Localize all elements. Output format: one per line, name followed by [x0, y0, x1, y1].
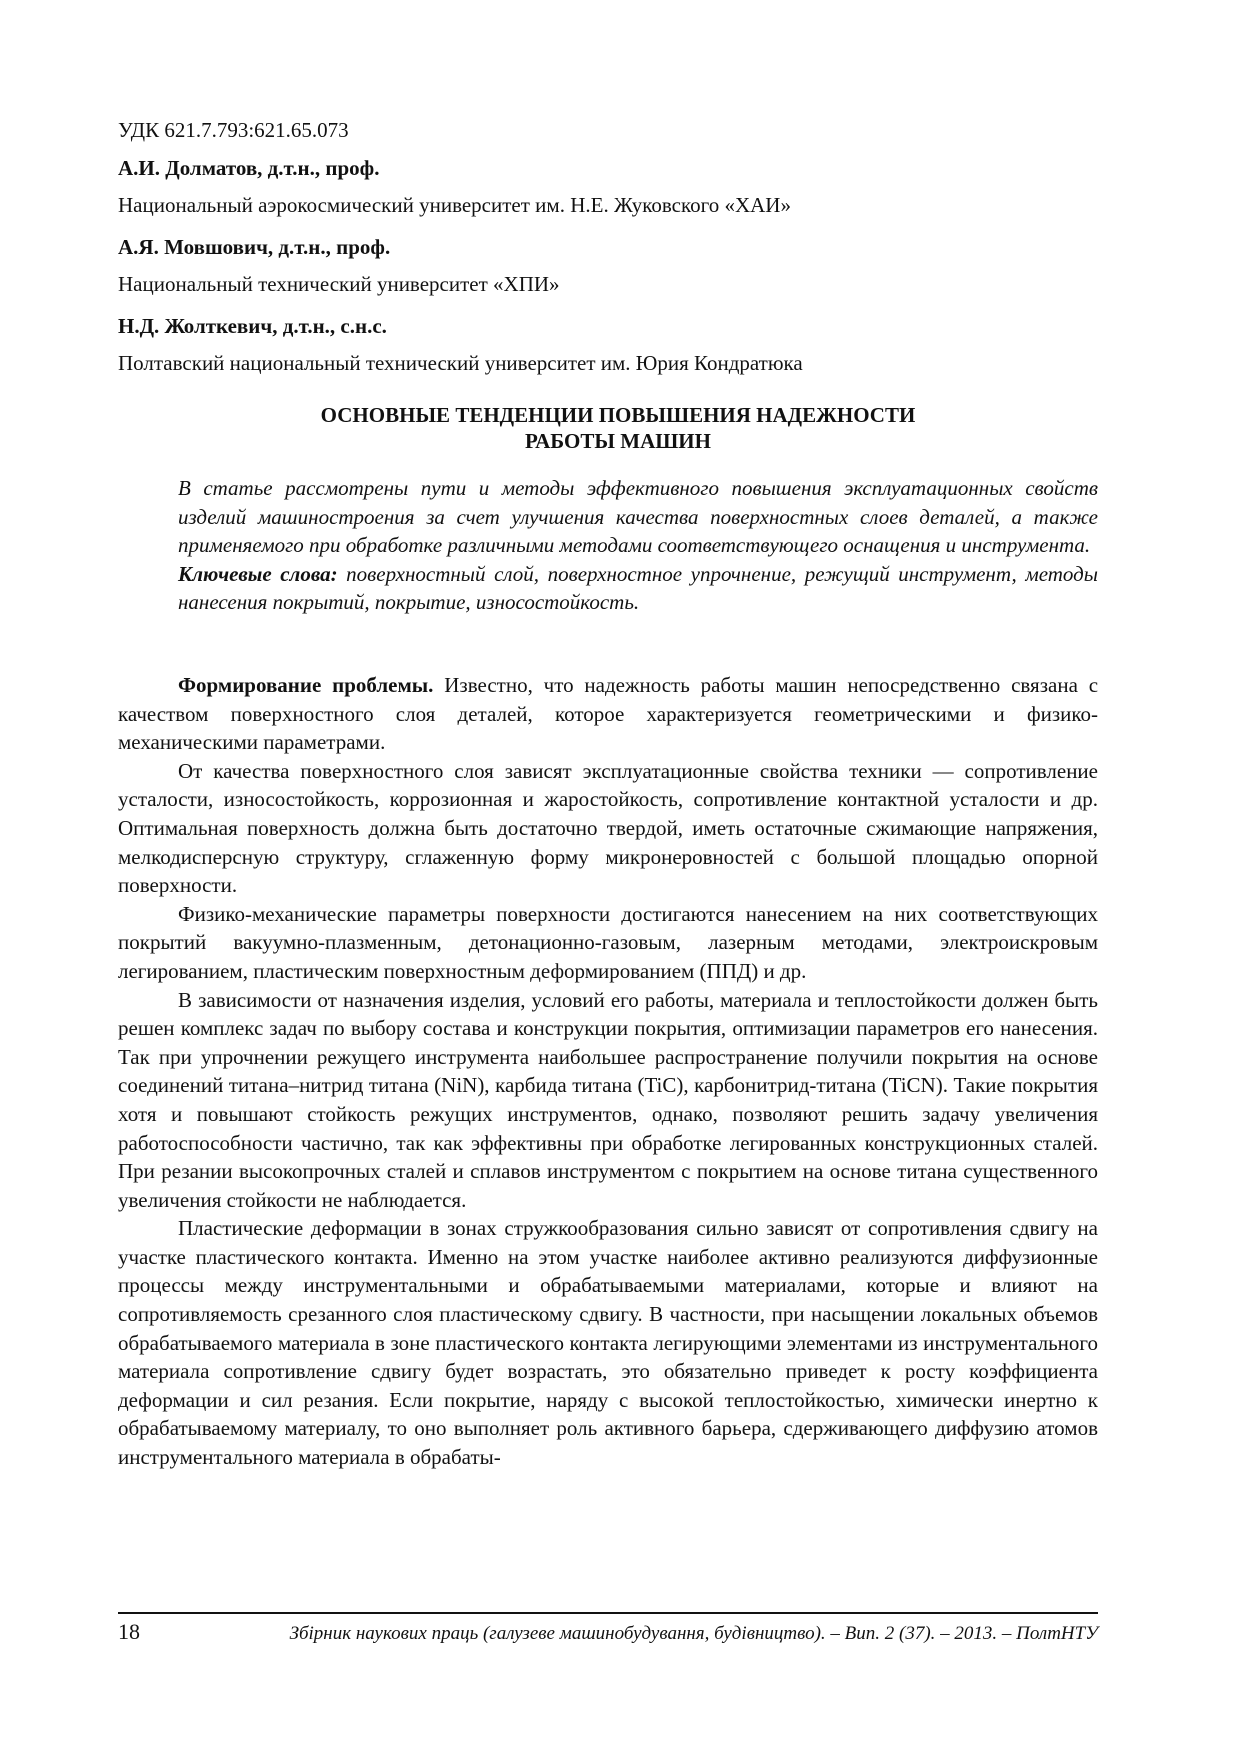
paragraph-lead: Формирование проблемы. — [178, 673, 434, 697]
udc-code: УДК 621.7.793:621.65.073 — [118, 118, 349, 142]
abstract-text: В статье рассмотрены пути и методы эффективного повышения эксплуатационных свойств изделий машиностроения за счет улучшения качества поверхностных слоев деталей, а также применяемого при обработке различными методами соответствующего оснащения и инструмента. — [178, 476, 1098, 558]
footer-divider — [118, 1612, 1098, 1614]
keywords-label: Ключевые слова: — [178, 561, 338, 586]
page-number: 18 — [118, 1619, 140, 1644]
author-name: А.И. Долматов, д.т.н., проф. — [118, 156, 380, 180]
keywords-list: поверхностный слой, поверхностное упрочнение, режущий инструмент, методы нанесения покрытий, покрытие, износостойкость. — [178, 561, 1099, 615]
article-title — [118, 402, 1118, 454]
author-name: Н.Д. Жолткевич, д.т.н., с.н.с. — [118, 314, 387, 338]
journal-citation: Збірник наукових праць (галузеве машинобудування, будівництво). – Вип. 2 (37). – 2013. – ПолтНТУ — [289, 1623, 1098, 1644]
article-body — [118, 671, 1098, 1472]
keywords — [178, 560, 1098, 617]
paragraph-text: Известно, что надежность работы машин непосредственно связана с качеством поверхностного слоя деталей, которое характеризуется геометрическими и физико-механическими параметрами. — [118, 673, 1099, 755]
paragraph: Пластические деформации в зонах стружкообразования сильно зависят от сопротивления сдвигу на участке пластического контакта. Именно на этом участке наиболее активно реализуются диффузионные процессы между инструментальными и обрабатываемыми материалами, которые и влияют на сопротивляемость срезанного слоя пластическому сдвигу. В частности, при насыщении локальных объемов обрабатываемого материала в зоне пластического контакта легирующими элементами из инструментального материала сопротивление сдвигу будет возрастать, это обязательно приведет к росту коэффициента деформации и сил резания. Если покрытие, наряду с высокой теплостойкостью, химически инертно к обрабатываемому материалу, то оно выполняет роль активного барьера, сдерживающего диффузию атомов инструментального материала в обрабаты- — [118, 1216, 1098, 1470]
author-name: А.Я. Мовшович, д.т.н., проф. — [118, 235, 391, 259]
abstract — [178, 474, 1098, 617]
paragraph: От качества поверхностного слоя зависят эксплуатационные свойства техники — сопротивление усталости, износостойкость, коррозионная и жаростойкость, сопротивление контактной усталости и др. Оптимальная поверхность должна быть достаточно твердой, иметь остаточные сжимающие напряжения, мелкодисперсную структуру, сглаженную форму микронеровностей с большой площадью опорной поверхности. — [118, 758, 1098, 898]
article-title-line-2: РАБОТЫ МАШИН — [525, 429, 711, 453]
paragraph — [118, 671, 1098, 757]
author-affiliation: Национальный технический университет «ХПИ» — [118, 272, 560, 296]
author-affiliation: Национальный аэрокосмический университет им. Н.Е. Жуковского «ХАИ» — [118, 193, 791, 217]
article-title-line-1: ОСНОВНЫЕ ТЕНДЕНЦИИ ПОВЫШЕНИЯ НАДЕЖНОСТИ — [320, 403, 916, 427]
article-header — [118, 116, 1118, 391]
author-affiliation: Полтавский национальный технический университет им. Юрия Кондратюка — [118, 351, 803, 375]
paragraph: Физико-механические параметры поверхности достигаются нанесением на них соответствующих покрытий вакуумно-плазменным, детонационно-газовым, лазерным методами, электроискровым легированием, пластическим поверхностным деформированием (ППД) и др. — [118, 901, 1098, 983]
page-footer — [118, 1619, 1098, 1651]
paragraph: В зависимости от назначения изделия, условий его работы, материала и теплостойкости должен быть решен комплекс задач по выбору состава и конструкции покрытия, оптимизации параметров его нанесения. Так при упрочнении режущего инструмента наибольшее распространение получили покрытия на основе соединений титана–нитрид титана (NiN), карбида титана (TiC), карбонитрид-титана (TiCN). Такие покрытия хотя и повышают стойкость режущих инструментов, однако, позволяют решить задачу увеличения работоспособности частично, так как эффективны при обработке легированных конструкционных сталей. При резании высокопрочных сталей и сплавов инструментом с покрытием на основе титана существенного увеличения стойкости не наблюдается. — [118, 987, 1098, 1212]
